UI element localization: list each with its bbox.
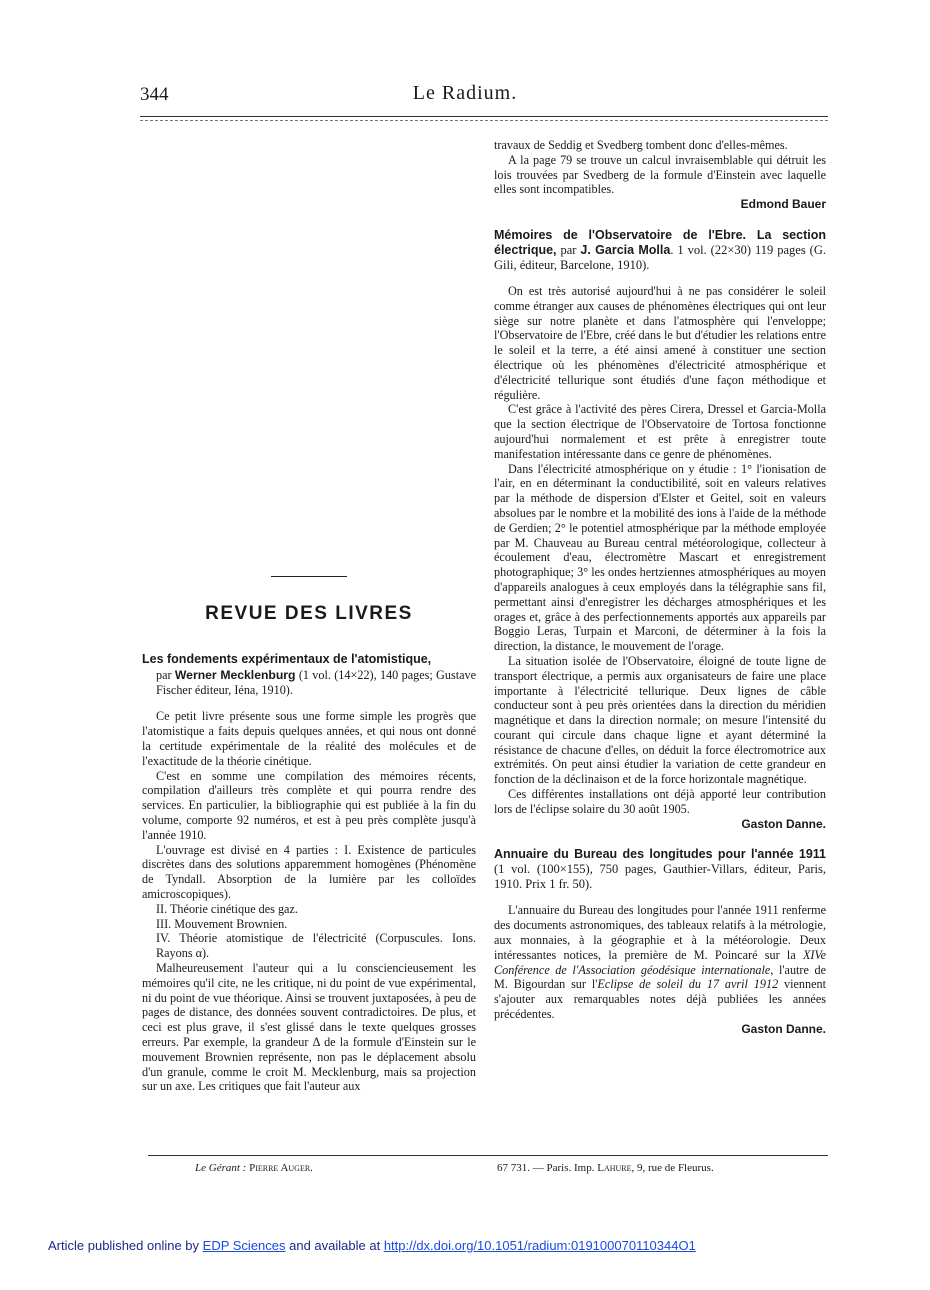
review-block [494, 847, 826, 1036]
paragraph: La situation isolée de l'Observatoire, éloigné de toute ligne de transport électrique, a permis aux organisateurs de faire une place importante à l'électricité tellurique. Deux lignes de câble conducteur sont à peu près orientées dans la direction du méridien magnétique et dans la direction normale; on mesure l'intensité du courant qui circule dans chaque ligne et ayant déterminé la résistance de chacune d'elles, on déduit la force électromotrice aux extrémités. On peut ainsi étudier la variation de cette grandeur en fonction de la déclinaison et de la force horizontale magnétique. [494, 653, 826, 787]
list-item: II. Théorie cinétique des gaz. [156, 901, 298, 916]
journal-title: Le Radium. [412, 82, 518, 104]
paragraph: L'ouvrage est divisé en 4 parties : I. Existence de particules discrètes dans des solutions apparemment homogènes (Phénomène de Tyndall. Absorption de la lumière par les colloïdes amicroscopiques). [142, 842, 476, 901]
review-title [494, 847, 826, 892]
review-details: . 1 vol. (22×30) 119 pages (G. Gili, éditeur, Barcelone, 1910). [494, 242, 826, 272]
review-title: Les fondements expérimentaux de l'atomistique, [142, 651, 432, 666]
paragraph: Ce petit livre présente sous une forme simple les progrès que l'atomistique a faits depuis quelques années, et qui nous ont donné la certitude expérimentale de la réalité des molécules et de l'exactitude de la théorie cinétique. [142, 709, 476, 768]
paragraph: Ces différentes installations ont déjà apporté leur contribution lors de l'éclipse solaire du 30 août 1905. [494, 787, 826, 816]
paragraph: On est très autorisé aujourd'hui à ne pas considérer le soleil comme étranger aux causes de phénomènes électriques qui ont leur siège sur notre planète et dans l'atmosphère qui l'enveloppe; l'Observatoire de l'Ebre, créé dans le but d'étudier les relations entre le soleil et la terre, a été ainsi amené à constituer une section électrique où les phénomènes d'électricité atmosphérique et d'électricité tellurique sont étudiés d'une façon méthodique et régulière. [494, 283, 826, 402]
right-column [494, 138, 826, 1053]
list-item: IV. Théorie atomistique de l'électricité (Corpuscules. Ions. Rayons α). [156, 931, 476, 961]
text-run: L'annuaire du Bureau des longitudes pour l'année 1911 renferme des documents astronomiques, des tableaux relatifs à la métrologie, aux monnaies, à la géographie et à la météorologie. Deux intéressantes notices, la première de M. Poincaré sur la [494, 903, 826, 962]
review-details: (1 vol. (14×22), 140 pages; Gustave Fischer éditeur, Iéna, 1910). [156, 667, 476, 697]
doi-link[interactable]: http://dx.doi.org/10.1051/radium:019100070110344O1 [383, 1238, 696, 1253]
paragraph: Dans l'électricité atmosphérique on y étudie : 1° l'ionisation de l'air, en en déterminant la conductibilité, soit en valeurs relatives par la méthode de dispersion d'Elster et Geitel, soit en valeurs absolues par le nombre et la mobilité des ions à l'aide de la méthode de Gerdien; 2° le potentiel atmosphérique par la méthode employée par M. Chauveau au Bureau central météorologique, collecteur à écoulement d'eau, électromètre Mascart et enregistrement photographique; 3° les ondes hertziennes atmosphériques au moyen d'appareils analogues à ceux employés dans la télégraphie sans fil, permettant ainsi d'enregistrer les décharges atmosphériques et les orages et, grâce à des perfectionnements apportés aux appareils par Boggio Leras, Turpain et Marconi, de déterminer à la fois la direction, la distance, le mouvement de l'orage. [494, 461, 826, 654]
publication-notice [48, 1238, 696, 1253]
gerant-label: Le Gérant : [195, 1162, 250, 1174]
review-title-text: Mémoires de l'Observatoire de l'Ebre. La section électrique, [494, 227, 826, 257]
section-heading: REVUE DES LIVRES [205, 603, 413, 624]
footer-gerant [195, 1162, 313, 1174]
review-meta [142, 668, 476, 698]
text-run-italic: XIVe Conférence de l'Association géodésique internationale [494, 947, 826, 977]
signature: Gaston Danne. [741, 1021, 826, 1036]
paragraph: travaux de Seddig et Svedberg tombent donc d'elles-mêmes. [494, 138, 788, 152]
review-by: par [156, 667, 175, 682]
paragraph: A la page 79 se trouve un calcul invraisemblable qui détruit les lois trouvées par Svedberg de la formule d'Einstein avec laquelle elles sont incompatibles. [494, 152, 826, 197]
publication-prefix: Article published online by [48, 1238, 203, 1253]
paragraph [494, 903, 826, 1021]
text-run: , l'autre de M. Bigourdan sur l' [494, 962, 826, 992]
section-rule [271, 576, 347, 577]
text-run-italic: Eclipse de soleil du 17 avril 1912 [597, 977, 779, 992]
review-title [494, 228, 826, 273]
review-by: par [556, 242, 581, 257]
review-details: (1 vol. (100×155), 750 pages, Gauthier-Villars, éditeur, Paris, 1910. Prix 1 fr. 50). [494, 862, 826, 892]
signature: Gaston Danne. [741, 816, 826, 831]
printer-name: Lahure [597, 1162, 632, 1174]
list-item: III. Mouvement Brownien. [156, 916, 288, 931]
footer-rule [148, 1155, 828, 1156]
review-author: Werner Mecklenburg [174, 667, 296, 682]
header-rule [140, 116, 828, 117]
header-rule-dashed [140, 120, 828, 121]
printer-suffix: , 9, rue de Fleurus. [631, 1162, 714, 1174]
page-number: 344 [140, 84, 169, 105]
left-column [142, 576, 476, 1094]
publisher-link[interactable]: EDP Sciences [202, 1238, 286, 1253]
footer-printer [497, 1162, 714, 1174]
paragraph: Malheureusement l'auteur qui a lu consciencieusement les mémoires qu'il cite, ne les critique, ni du point de vue expérimental, ni du point de vue théorique. Ainsi se trouvent juxtaposées, à peu de pages de distance, des données souvent contradictoires. De plus, et ceci est plus grave, il s'est glissé dans le texte quelques grosses erreurs. Par exemple, la grandeur Δ de la formule d'Einstein sur le mouvement Brownien représente, non pas le déplacement absolu d'un granule, comme le croit M. Mecklenburg, mais sa projection sur un axe. Les critiques que fait l'auteur aux [142, 960, 476, 1094]
review-block [494, 228, 826, 831]
printer-prefix: 67 731. — Paris. Imp. [497, 1162, 598, 1174]
review-title-text: Annuaire du Bureau des longitudes pour l'année 1911 [494, 847, 826, 862]
signature: Edmond Bauer [740, 197, 826, 212]
paragraph: C'est grâce à l'activité des pères Cirera, Dressel et Garcia-Molla que la section électrique de l'Observatoire de Tortosa fonctionne aujourd'hui normalement et est prête à enregistrer toute manifestation intéressante dans ce genre de phénomènes. [494, 402, 826, 461]
gerant-name: Pierre Auger. [249, 1162, 313, 1174]
review-author: J. Garcia Molla [580, 242, 671, 257]
paragraph: C'est en somme une compilation des mémoires récents, compilation d'ailleurs très complète et qui pourra rendre des services. En particulier, la bibliographie qui est publiée à la fin du volume, comporte 92 numéros, et est à peu près complète jusqu'à l'année 1910. [142, 768, 476, 842]
text-run: viennent s'ajouter aux remarquables notes déjà publiées les années précédentes. [494, 977, 827, 1022]
publication-middle: and available at [285, 1238, 384, 1253]
